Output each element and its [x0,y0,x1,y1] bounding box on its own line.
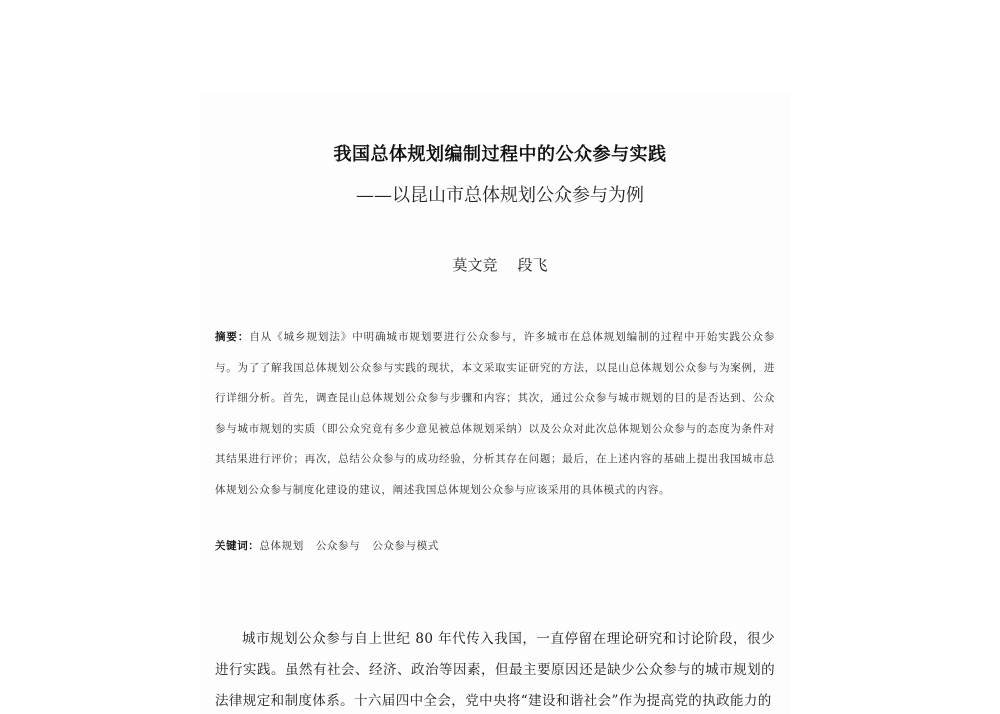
paper-subtitle: ——以昆山市总体规划公众参与为例 [356,185,644,206]
author-list [0,254,1000,275]
abstract-label: 摘要： [215,331,250,343]
keywords-label: 关键词： [215,540,260,552]
abstract [215,322,775,505]
keywords [215,536,775,556]
keyword: 总体规划 [259,540,304,552]
abstract-text: 自从《城乡规划法》中明确城市规划要进行公众参与，许多城市在总体规划编制的过程中开始实践公众参与。为了了解我国总体规划公众参与实践的现状，本文采取实证研究的方法，以昆山总体规划公众参与为案例，进行详细分析。首先，调查昆山总体规划公众参与步骤和内容；其次，通过公众参与城市规划的目的是否达到、公众参与城市规划的实质（即公众究竟有多少意见被总体规划采纳）以及公众对此次总体规划公众参与的态度为条件对其结果进行评价；再次，总结公众参与的成功经验，分析其存在问题；最后，在上述内容的基础上提出我国城市总体规划公众参与制度化建设的建议，阐述我国总体规划公众参与应该采用的具体模式的内容。 [215,331,775,496]
body-paragraph: 城市规划公众参与自上世纪 80 年代传入我国，一直停留在理论研究和讨论阶段，很少进行实践。虽然有社会、经济、政治等因素，但最主要原因还是缺少公众参与的城市规划的法律规定和制度体系。十六届四中全会，党中央将“建设和谐社会”作为提高党的执政能力的 [215,631,775,709]
keyword: 公众参与模式 [372,540,439,552]
author-name: 段飞 [517,256,548,274]
author-name: 莫文竞 [452,256,498,274]
keyword: 公众参与 [315,540,361,552]
paper-title: 我国总体规划编制过程中的公众参与实践 [333,144,667,165]
